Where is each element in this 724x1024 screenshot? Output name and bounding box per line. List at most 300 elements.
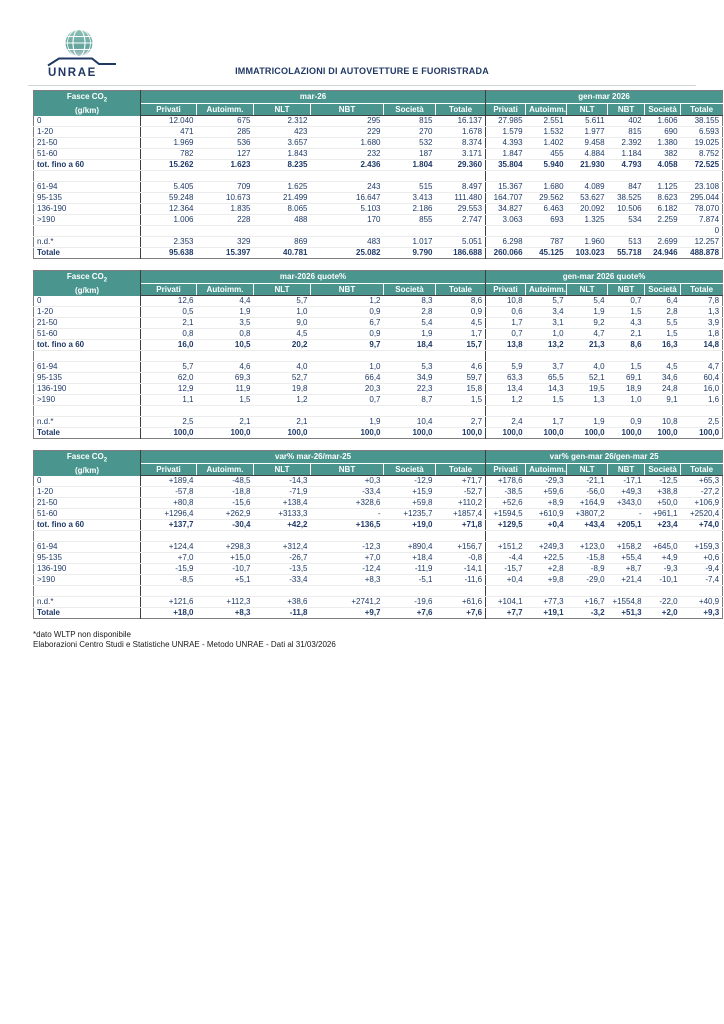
value-cell: 16.647 — [311, 193, 384, 204]
value-cell: +55,4 — [608, 553, 645, 564]
value-cell: +298,3 — [197, 542, 254, 553]
column-header: NLT — [254, 464, 311, 476]
value-cell: 10,8 — [486, 296, 526, 307]
value-cell: 1,9 — [197, 307, 254, 318]
column-header: NLT — [567, 104, 608, 116]
period-header: mar-26 — [141, 91, 486, 104]
value-cell — [526, 586, 567, 597]
value-cell: 0 — [681, 226, 723, 237]
value-cell: +121,6 — [141, 597, 197, 608]
value-cell — [254, 226, 311, 237]
value-cell: -21,1 — [567, 476, 608, 487]
value-cell — [254, 171, 311, 182]
value-cell: 0,9 — [311, 307, 384, 318]
value-cell: 1,5 — [526, 395, 567, 406]
value-cell: -19,6 — [384, 597, 436, 608]
value-cell: +7,6 — [436, 608, 486, 619]
row-label: >190 — [34, 575, 141, 586]
table-row — [34, 564, 723, 575]
value-cell: +890,4 — [384, 542, 436, 553]
value-cell: 2.186 — [384, 204, 436, 215]
value-cell: 38.155 — [681, 116, 723, 127]
row-label: Totale — [34, 428, 141, 439]
value-cell: 52,7 — [254, 373, 311, 384]
value-cell: 16,0 — [141, 340, 197, 351]
value-cell: 8.623 — [645, 193, 681, 204]
row-label: 61-94 — [34, 182, 141, 193]
value-cell: +61,6 — [436, 597, 486, 608]
column-header: NLT — [567, 464, 608, 476]
value-cell: +8,7 — [608, 564, 645, 575]
value-cell: 1,8 — [681, 329, 723, 340]
value-cell: 100,0 — [699, 428, 720, 437]
value-cell: 1.977 — [567, 127, 608, 138]
value-cell — [436, 171, 486, 182]
value-cell — [486, 171, 526, 182]
row-label: 95-135 — [34, 553, 141, 564]
value-cell: +74,0 — [681, 520, 723, 531]
value-cell: 6.298 — [486, 237, 526, 248]
value-cell: 2.747 — [436, 215, 486, 226]
value-cell: -26,7 — [254, 553, 311, 564]
value-cell: 8.497 — [436, 182, 486, 193]
value-cell — [486, 226, 526, 237]
value-cell: +18,4 — [384, 553, 436, 564]
table-row — [34, 487, 723, 498]
value-cell: 295 — [311, 116, 384, 127]
value-cell: 6.593 — [681, 127, 723, 138]
value-cell: 4,3 — [608, 318, 645, 329]
value-cell: 229 — [311, 127, 384, 138]
value-cell: 34,9 — [384, 373, 436, 384]
value-cell: -5,1 — [384, 575, 436, 586]
value-cell: 4,6 — [436, 362, 486, 373]
table-row — [34, 318, 723, 329]
value-cell: -13,5 — [254, 564, 311, 575]
value-cell: +137,7 — [141, 520, 197, 531]
value-cell: 1.680 — [526, 182, 567, 193]
value-cell: +23,4 — [645, 520, 681, 531]
table-row — [34, 542, 723, 553]
value-cell: 35.804 — [486, 160, 526, 171]
value-cell: +110,2 — [436, 498, 486, 509]
value-cell: 16,3 — [645, 340, 681, 351]
value-cell: +8,9 — [526, 498, 567, 509]
value-cell: +80,8 — [141, 498, 197, 509]
value-cell: -12,9 — [384, 476, 436, 487]
table-row — [34, 362, 723, 373]
table-row — [34, 417, 723, 428]
value-cell: +7,0 — [141, 553, 197, 564]
value-cell: 7,8 — [681, 296, 723, 307]
row-label: Totale — [34, 608, 141, 619]
value-cell: +2520,4 — [681, 509, 723, 520]
value-cell: 2,5 — [681, 417, 723, 428]
value-cell: 1,9 — [311, 417, 384, 428]
value-cell: +18,0 — [173, 608, 194, 617]
value-cell: 21.930 — [567, 160, 608, 171]
row-label: 51-60 — [34, 509, 141, 520]
value-cell: +328,6 — [311, 498, 384, 509]
value-cell: +16,7 — [567, 597, 608, 608]
value-cell: 8,3 — [384, 296, 436, 307]
value-cell: 18,4 — [384, 340, 436, 351]
column-header: Totale — [681, 284, 723, 296]
value-cell — [526, 351, 567, 362]
table-row — [34, 597, 723, 608]
value-cell: +159,3 — [681, 542, 723, 553]
value-cell: 1,7 — [526, 417, 567, 428]
column-header: Totale — [436, 104, 486, 116]
value-cell: 0,9 — [608, 417, 645, 428]
value-cell: +2741,2 — [311, 597, 384, 608]
value-cell: 9,0 — [254, 318, 311, 329]
value-cell: +312,4 — [254, 542, 311, 553]
row-label: 0 — [34, 296, 141, 307]
value-cell — [254, 406, 311, 417]
value-cell: 1.625 — [254, 182, 311, 193]
table-row — [34, 373, 723, 384]
value-cell: 9,7 — [311, 340, 384, 351]
column-header: Totale — [681, 464, 723, 476]
value-cell: +1296,4 — [141, 509, 197, 520]
value-cell: -8,5 — [141, 575, 197, 586]
value-cell: 228 — [197, 215, 254, 226]
value-cell: +189,4 — [141, 476, 197, 487]
value-cell — [681, 586, 723, 597]
wltp-footnote: *dato WLTP non disponibile — [33, 630, 131, 639]
value-cell: -12,3 — [311, 542, 384, 553]
row-label: 51-60 — [34, 329, 141, 340]
value-cell: 0,5 — [141, 307, 197, 318]
row-label: 21-50 — [34, 498, 141, 509]
value-cell: 4,6 — [197, 362, 254, 373]
value-cell: -15,6 — [197, 498, 254, 509]
value-cell: 4,7 — [681, 362, 723, 373]
value-cell: +4,9 — [645, 553, 681, 564]
value-cell: 8.065 — [254, 204, 311, 215]
row-label: >190 — [34, 215, 141, 226]
value-cell: 4.089 — [567, 182, 608, 193]
value-cell: 1,5 — [197, 395, 254, 406]
value-cell: 1,0 — [254, 307, 311, 318]
value-cell: 1,3 — [681, 307, 723, 318]
value-cell — [645, 351, 681, 362]
value-cell: 815 — [608, 127, 645, 138]
value-cell: 20,3 — [311, 384, 384, 395]
column-header: NBT — [311, 284, 384, 296]
value-cell: 2.259 — [645, 215, 681, 226]
value-cell: +262,9 — [197, 509, 254, 520]
value-cell: 4,0 — [254, 362, 311, 373]
value-cell: 1.017 — [384, 237, 436, 248]
value-cell: 2.353 — [141, 237, 197, 248]
value-cell: -4,4 — [486, 553, 526, 564]
value-cell: +52,6 — [486, 498, 526, 509]
value-cell: -29,0 — [567, 575, 608, 586]
row-label: n.d.* — [34, 237, 141, 248]
value-cell: 1.006 — [141, 215, 197, 226]
value-cell: 69,3 — [197, 373, 254, 384]
value-cell: 10.506 — [608, 204, 645, 215]
value-cell: 20,2 — [254, 340, 311, 351]
value-cell: 6.182 — [645, 204, 681, 215]
value-cell: 4,5 — [436, 318, 486, 329]
value-cell: 5,5 — [645, 318, 681, 329]
value-cell: 62,0 — [141, 373, 197, 384]
value-cell: 63,3 — [486, 373, 526, 384]
value-cell — [197, 586, 254, 597]
value-cell: 95.638 — [169, 248, 194, 257]
value-cell: 423 — [254, 127, 311, 138]
value-cell: 127 — [197, 149, 254, 160]
value-cell: 1,5 — [645, 329, 681, 340]
value-cell: +106,9 — [681, 498, 723, 509]
row-label: 0 — [34, 476, 141, 487]
value-cell: +65,3 — [681, 476, 723, 487]
value-cell — [567, 406, 608, 417]
value-cell: +19,0 — [384, 520, 436, 531]
value-cell: +610,9 — [526, 509, 567, 520]
value-cell: -9,4 — [681, 564, 723, 575]
value-cell: +2,8 — [526, 564, 567, 575]
value-cell — [608, 531, 645, 542]
value-cell: 1.835 — [197, 204, 254, 215]
column-header: NBT — [311, 104, 384, 116]
value-cell: 4.393 — [486, 138, 526, 149]
value-cell: 5.405 — [141, 182, 197, 193]
value-cell: 15.397 — [226, 248, 251, 257]
value-cell: -27,2 — [681, 487, 723, 498]
value-cell: 6,7 — [311, 318, 384, 329]
value-cell: 0,8 — [197, 329, 254, 340]
value-cell — [645, 226, 681, 237]
value-cell: 10.673 — [197, 193, 254, 204]
table-row — [34, 226, 723, 237]
value-cell: 8.374 — [436, 138, 486, 149]
column-header: Società — [384, 104, 436, 116]
value-cell: +249,3 — [526, 542, 567, 553]
value-cell — [436, 226, 486, 237]
value-cell: 1.960 — [567, 237, 608, 248]
value-cell: 488 — [254, 215, 311, 226]
value-cell — [384, 171, 436, 182]
row-label: 61-94 — [34, 362, 141, 373]
table-row — [34, 498, 723, 509]
value-cell: 29.360 — [436, 160, 486, 171]
table-row — [34, 237, 723, 248]
value-cell: 2,4 — [486, 417, 526, 428]
value-cell: 402 — [608, 116, 645, 127]
value-cell — [141, 171, 197, 182]
value-cell — [567, 226, 608, 237]
table-row — [34, 127, 723, 138]
table-row — [34, 138, 723, 149]
title-divider — [28, 85, 696, 86]
value-cell: 5.103 — [311, 204, 384, 215]
value-cell: 1.402 — [526, 138, 567, 149]
table-row — [34, 215, 723, 226]
value-cell: 847 — [608, 182, 645, 193]
value-cell: 100,0 — [584, 428, 605, 437]
column-header: NBT — [311, 464, 384, 476]
value-cell: 100,0 — [621, 428, 642, 437]
value-cell: +123,0 — [567, 542, 608, 553]
table-row — [34, 182, 723, 193]
value-cell: +8,3 — [234, 608, 251, 617]
value-cell — [608, 586, 645, 597]
value-cell: 1,7 — [436, 329, 486, 340]
value-cell — [254, 351, 311, 362]
row-label — [34, 171, 141, 182]
value-cell: -8,9 — [567, 564, 608, 575]
value-cell: -0,8 — [436, 553, 486, 564]
value-cell: 9.458 — [567, 138, 608, 149]
column-header: Autoimm. — [526, 104, 567, 116]
value-cell: 0,6 — [486, 307, 526, 318]
value-cell: +51,3 — [621, 608, 642, 617]
value-cell: 513 — [608, 237, 645, 248]
value-cell: 1,5 — [608, 307, 645, 318]
row-label — [34, 531, 141, 542]
value-cell: +3133,3 — [254, 509, 311, 520]
column-header: Totale — [436, 464, 486, 476]
value-cell — [254, 586, 311, 597]
row-label: tot. fino a 60 — [34, 340, 141, 351]
value-cell — [681, 531, 723, 542]
column-header: Privati — [486, 284, 526, 296]
value-cell — [141, 586, 197, 597]
table-row — [34, 476, 723, 487]
value-cell: 21.499 — [254, 193, 311, 204]
value-cell: +21,4 — [608, 575, 645, 586]
value-cell: 4.884 — [567, 149, 608, 160]
value-cell — [608, 171, 645, 182]
value-cell: 13,8 — [486, 340, 526, 351]
value-cell: 187 — [384, 149, 436, 160]
value-cell: -10,7 — [197, 564, 254, 575]
value-cell: 8,6 — [608, 340, 645, 351]
value-cell: 0,9 — [311, 329, 384, 340]
value-cell: - — [311, 509, 384, 520]
value-cell: 260.066 — [493, 248, 523, 257]
column-header: Privati — [486, 464, 526, 476]
value-cell: 1.804 — [384, 160, 436, 171]
table-row — [34, 384, 723, 395]
value-cell: 23.108 — [681, 182, 723, 193]
value-cell: 0,8 — [141, 329, 197, 340]
value-cell: +19,1 — [543, 608, 564, 617]
data-table-registrations-units — [33, 90, 723, 259]
value-cell: 8,7 — [384, 395, 436, 406]
value-cell: +77,3 — [526, 597, 567, 608]
value-cell: -14,3 — [254, 476, 311, 487]
value-cell — [384, 531, 436, 542]
row-label: 95-135 — [34, 373, 141, 384]
value-cell: 164.707 — [486, 193, 526, 204]
value-cell: 13,2 — [526, 340, 567, 351]
value-cell: +71,8 — [436, 520, 486, 531]
value-cell: +9,7 — [364, 608, 381, 617]
value-cell: 40.781 — [283, 248, 308, 257]
value-cell: 10,8 — [645, 417, 681, 428]
value-cell: 59,7 — [436, 373, 486, 384]
value-cell: 9,1 — [645, 395, 681, 406]
row-label — [34, 351, 141, 362]
value-cell — [311, 586, 384, 597]
period-header: gen-mar 2026 — [486, 91, 723, 104]
row-label: 1-20 — [34, 307, 141, 318]
value-cell: -3,2 — [590, 608, 605, 617]
value-cell: +8,3 — [311, 575, 384, 586]
value-cell: 7.874 — [681, 215, 723, 226]
value-cell: 59.248 — [141, 193, 197, 204]
car-silhouette-line — [48, 59, 116, 66]
value-cell — [486, 351, 526, 362]
value-cell: +7,0 — [311, 553, 384, 564]
table-row — [34, 204, 723, 215]
value-cell: -11,6 — [436, 575, 486, 586]
row-header-fasce-co2: Fasce $CO_2$ (g/km) — [34, 91, 141, 116]
value-cell: 18,9 — [608, 384, 645, 395]
value-cell: 709 — [197, 182, 254, 193]
column-header: NLT — [254, 104, 311, 116]
value-cell — [197, 226, 254, 237]
column-header: NBT — [608, 104, 645, 116]
value-cell: 1,0 — [311, 362, 384, 373]
value-cell: 3,7 — [526, 362, 567, 373]
value-cell: 53.627 — [567, 193, 608, 204]
value-cell: +112,3 — [197, 597, 254, 608]
value-cell — [384, 351, 436, 362]
column-header: Totale — [681, 104, 723, 116]
value-cell — [384, 586, 436, 597]
column-header: Società — [645, 464, 681, 476]
value-cell: 2,1 — [254, 417, 311, 428]
row-label: 61-94 — [34, 542, 141, 553]
value-cell: 5,7 — [526, 296, 567, 307]
value-cell: 1,9 — [567, 417, 608, 428]
value-cell: 455 — [526, 149, 567, 160]
value-cell: 29.553 — [436, 204, 486, 215]
value-cell: 29.562 — [526, 193, 567, 204]
value-cell — [567, 531, 608, 542]
row-label: 136-190 — [34, 204, 141, 215]
value-cell — [141, 406, 197, 417]
value-cell — [197, 171, 254, 182]
value-cell: 3,5 — [197, 318, 254, 329]
value-cell: +136,5 — [311, 520, 384, 531]
value-cell: 515 — [384, 182, 436, 193]
column-header: NBT — [608, 464, 645, 476]
value-cell: +38,6 — [254, 597, 311, 608]
value-cell: 232 — [311, 149, 384, 160]
table-row — [34, 149, 723, 160]
value-cell: 100,0 — [230, 428, 251, 437]
row-label: Totale — [34, 248, 141, 259]
value-cell: 78.070 — [681, 204, 723, 215]
value-cell: 5,7 — [141, 362, 197, 373]
value-cell: +645,0 — [645, 542, 681, 553]
value-cell: 1,2 — [311, 296, 384, 307]
value-cell: 14,8 — [681, 340, 723, 351]
row-label — [34, 406, 141, 417]
value-cell: 60,4 — [681, 373, 723, 384]
value-cell: 1.579 — [486, 127, 526, 138]
value-cell: -15,9 — [141, 564, 197, 575]
value-cell: 2,1 — [608, 329, 645, 340]
value-cell: 1,9 — [384, 329, 436, 340]
